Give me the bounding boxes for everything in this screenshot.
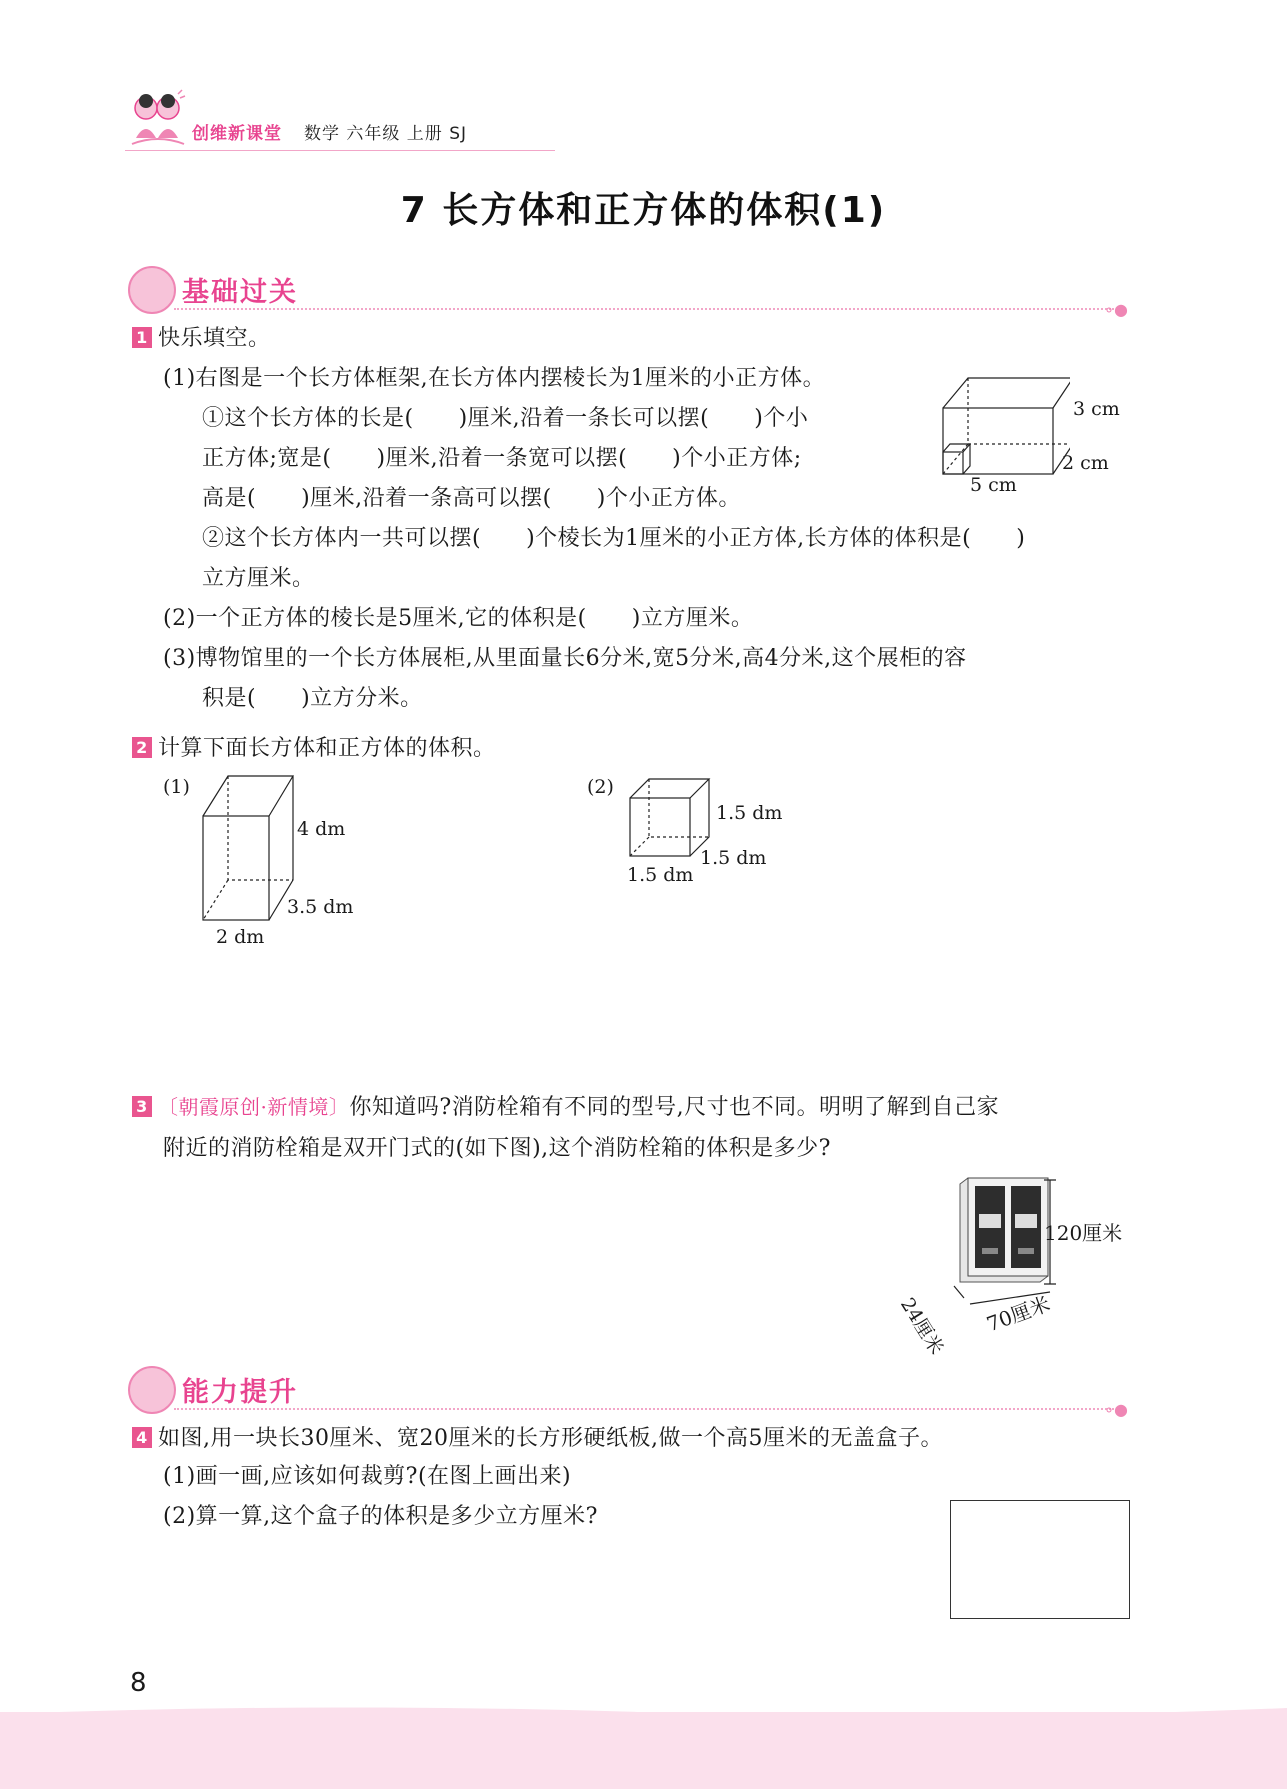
q1-part1-a-line1: ①这个长方体的长是( )厘米,沿着一条长可以摆( )个小 [202, 406, 809, 431]
q1-figure-height-label: 3 cm [1073, 398, 1120, 420]
q1-number: 1 [132, 327, 152, 348]
q1-cuboid-figure [940, 372, 1070, 478]
section-advanced-title: 能力提升 [182, 1377, 298, 1408]
q2-fig2-label: (2) [587, 776, 614, 798]
kids-logo-icon [128, 88, 188, 152]
q1-part1-b-line1: ②这个长方体内一共可以摆( )个棱长为1厘米的小正方体,长方体的体积是( ) [202, 526, 1026, 551]
page-number: 8 [130, 1668, 147, 1698]
q2-number: 2 [132, 737, 152, 758]
dots-ornament-icon: ∘● [1104, 1400, 1128, 1419]
section-advanced-banner [128, 1362, 1128, 1422]
q1-figure-width-label: 2 cm [1062, 452, 1109, 474]
mascot-icon [128, 1366, 176, 1414]
q1-part3-line2: 积是( )立方分米。 [202, 686, 423, 711]
page-title: 7 长方体和正方体的体积(1) [400, 190, 887, 231]
mascot-icon [128, 266, 176, 314]
q1-figure-length-label: 5 cm [970, 474, 1017, 496]
brand-name: 创维新课堂 [192, 124, 282, 144]
q4-part2: (2)算一算,这个盒子的体积是多少立方厘米? [163, 1504, 598, 1529]
q1-part1-a-line3: 高是( )厘米,沿着一条高可以摆( )个小正方体。 [202, 486, 741, 511]
q2-fig1-length-label: 2 dm [216, 926, 265, 948]
q3-source-tag: 〔朝霞原创·新情境〕 [158, 1095, 350, 1119]
q1-part1-b-line2: 立方厘米。 [202, 566, 315, 591]
q1-part3-line1: (3)博物馆里的一个长方体展柜,从里面量长6分米,宽5分米,高4分米,这个展柜的容 [163, 646, 967, 671]
book-subtitle: 数学 六年级 上册 SJ [304, 124, 468, 144]
q2-fig2-width-label: 1.5 dm [700, 847, 767, 869]
q3-line2: 附近的消防栓箱是双开门式的(如下图),这个消防栓箱的体积是多少? [163, 1136, 831, 1161]
section-basic-banner [128, 262, 1128, 322]
q3-length-label: 70厘米 [983, 1291, 1054, 1337]
q4-part1: (1)画一画,应该如何裁剪?(在图上画出来) [163, 1464, 572, 1489]
q2-fig1-label: (1) [163, 776, 190, 798]
section-divider [174, 308, 1114, 310]
q4-number: 4 [132, 1427, 152, 1448]
dots-ornament-icon: ∘● [1104, 300, 1128, 319]
q2-fig2-length-label: 1.5 dm [627, 864, 694, 886]
cardboard-rectangle[interactable] [950, 1500, 1130, 1619]
section-divider [174, 1408, 1114, 1410]
q1-part1-intro: (1)右图是一个长方体框架,在长方体内摆棱长为1厘米的小正方体。 [163, 366, 826, 391]
q3-line1: 3 〔朝霞原创·新情境〕你知道吗?消防栓箱有不同的型号,尺寸也不同。明明了解到自己家 [132, 1092, 999, 1123]
footer-band [0, 1712, 1287, 1789]
q2-fig1-width-label: 3.5 dm [287, 896, 354, 918]
header-rule [125, 150, 555, 151]
footer-wave [0, 1702, 1287, 1722]
q2-fig1-height-label: 4 dm [297, 818, 346, 840]
q3-height-label: 120厘米 [1044, 1221, 1123, 1245]
section-basic-title: 基础过关 [182, 277, 298, 308]
q1-stem: 1 快乐填空。 [132, 324, 271, 354]
q3-width-label: 24厘米 [895, 1294, 948, 1359]
q2-stem: 2 计算下面长方体和正方体的体积。 [132, 734, 496, 764]
q2-fig2-height-label: 1.5 dm [716, 802, 783, 824]
q1-part1-a-line2: 正方体;宽是( )厘米,沿着一条宽可以摆( )个小正方体; [202, 446, 802, 471]
q3-number: 3 [132, 1096, 152, 1117]
q4-stem: 4 如图,用一块长30厘米、宽20厘米的长方形硬纸板,做一个高5厘米的无盖盒子。 [132, 1424, 943, 1454]
q2-fig1-cuboid [200, 772, 296, 924]
q1-part2: (2)一个正方体的棱长是5厘米,它的体积是( )立方厘米。 [163, 606, 754, 631]
